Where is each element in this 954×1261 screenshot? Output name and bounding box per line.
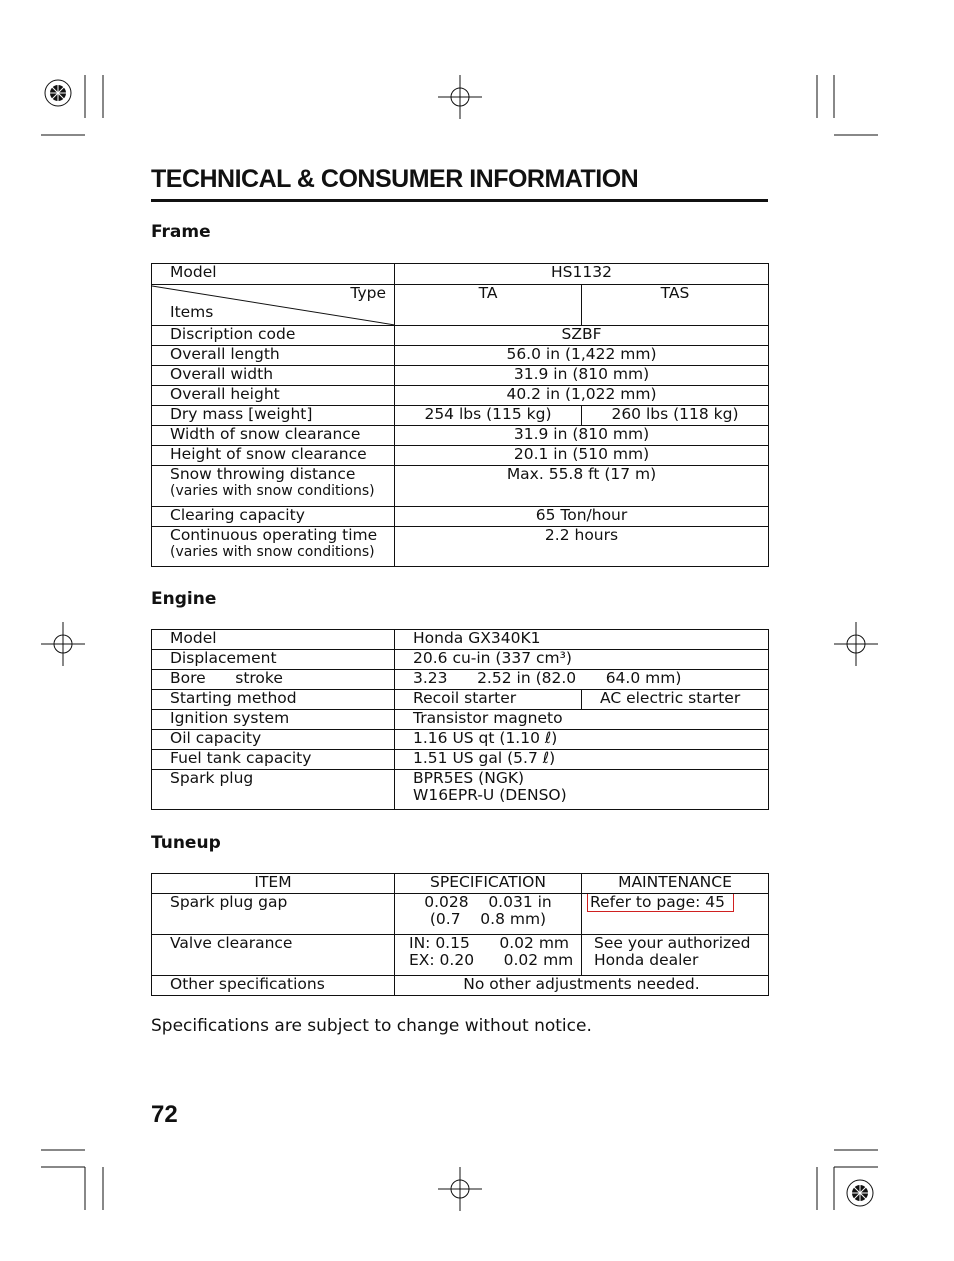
row-value: Honda GX340K1: [395, 630, 769, 650]
table-row: [152, 466, 769, 507]
row-value-tas: AC electric starter: [582, 690, 769, 710]
frame-heading: Frame: [151, 222, 211, 242]
type-items-cell: [152, 285, 395, 326]
table-row: [152, 750, 769, 770]
row-label: Width of snow clearance: [152, 426, 395, 446]
frame-model-label: Model: [152, 264, 395, 285]
row-spec: [395, 935, 582, 976]
row-value: Transistor magneto: [395, 710, 769, 730]
row-value-tas: 260 lbs (118 kg): [582, 406, 769, 426]
row-label: Overall length: [152, 346, 395, 366]
row-label: [152, 466, 395, 507]
row-label: Oil capacity: [152, 730, 395, 750]
items-label: Items: [170, 303, 214, 321]
row-spec: [395, 894, 582, 935]
row-label: Displacement: [152, 650, 395, 670]
row-label: Height of snow clearance: [152, 446, 395, 466]
tuneup-heading: Tuneup: [151, 833, 221, 853]
row-label: Bore stroke: [152, 670, 395, 690]
row-label: Dry mass [weight]: [152, 406, 395, 426]
table-row: [152, 935, 769, 976]
row-item: Spark plug gap: [152, 894, 395, 935]
table-row: [152, 730, 769, 750]
row-item: Other specifications: [152, 976, 395, 996]
table-row: [152, 264, 769, 285]
tuneup-table: [151, 873, 769, 996]
row-label: Model: [152, 630, 395, 650]
row-value: 40.2 in (1,022 mm): [395, 386, 769, 406]
row-label-text: Continuous operating time: [170, 526, 378, 544]
row-spec-line2: (0.7 0.8 mm): [429, 910, 547, 928]
row-spec-line1: IN: 0.15 0.02 mm: [409, 934, 570, 952]
row-value: 31.9 in (810 mm): [395, 426, 769, 446]
row-value: 20.6 cu-in (337 cm³): [395, 650, 769, 670]
row-value: [395, 770, 769, 810]
table-row: [152, 527, 769, 567]
table-row: [152, 326, 769, 346]
engine-table: [151, 629, 769, 810]
row-value-line2: W16EPR-U (DENSO): [413, 786, 567, 804]
row-label-text: Snow throwing distance: [170, 465, 356, 483]
table-row: [152, 630, 769, 650]
row-item: Valve clearance: [152, 935, 395, 976]
row-label: [152, 527, 395, 567]
table-row: [152, 976, 769, 996]
frame-model-value: HS1132: [395, 264, 769, 285]
page-reference-link[interactable]: Refer to page: 45: [588, 894, 733, 912]
row-spec-line2: EX: 0.20 0.02 mm: [409, 951, 574, 969]
page-title: TECHNICAL & CONSUMER INFORMATION: [151, 165, 639, 193]
row-note: (varies with snow conditions): [170, 483, 375, 499]
row-label: Ignition system: [152, 710, 395, 730]
row-spec: No other adjustments needed.: [395, 976, 769, 996]
row-spec-line1: 0.028 0.031 in: [424, 893, 552, 911]
row-value: 20.1 in (510 mm): [395, 446, 769, 466]
page-number: 72: [151, 1101, 178, 1128]
type-ta: TA: [395, 285, 582, 326]
row-maint-line2: Honda dealer: [594, 951, 699, 969]
type-tas: TAS: [582, 285, 769, 326]
table-row: [152, 770, 769, 810]
row-value-ta: 254 lbs (115 kg): [395, 406, 582, 426]
table-row: [152, 670, 769, 690]
table-row: [152, 894, 769, 935]
row-label: Discription code: [152, 326, 395, 346]
column-header-item: ITEM: [152, 874, 395, 894]
row-value: 2.2 hours: [395, 527, 769, 567]
column-header-spec: SPECIFICATION: [395, 874, 582, 894]
row-value: 65 Ton/hour: [395, 507, 769, 527]
row-value: 3.23 2.52 in (82.0 64.0 mm): [395, 670, 769, 690]
table-row: [152, 426, 769, 446]
row-label: Clearing capacity: [152, 507, 395, 527]
row-value: 1.16 US qt (1.10 ℓ): [395, 730, 769, 750]
specifications-note: Specifications are subject to change without notice.: [151, 1016, 592, 1036]
table-row: [152, 406, 769, 426]
row-label: Fuel tank capacity: [152, 750, 395, 770]
row-value: Max. 55.8 ft (17 m): [395, 466, 769, 507]
row-maint-line1: See your authorized: [594, 934, 751, 952]
table-row: [152, 386, 769, 406]
type-label: Type: [350, 284, 386, 302]
row-label: Overall width: [152, 366, 395, 386]
engine-heading: Engine: [151, 589, 217, 609]
table-row: [152, 446, 769, 466]
table-row: [152, 710, 769, 730]
title-rule: [151, 199, 768, 202]
row-label: Overall height: [152, 386, 395, 406]
row-maintenance: [582, 935, 769, 976]
frame-table: [151, 263, 769, 567]
table-row: [152, 874, 769, 894]
row-value: 31.9 in (810 mm): [395, 366, 769, 386]
table-row: [152, 346, 769, 366]
row-maintenance: [582, 894, 769, 935]
row-value: 56.0 in (1,422 mm): [395, 346, 769, 366]
table-row: [152, 366, 769, 386]
row-value: 1.51 US gal (5.7 ℓ): [395, 750, 769, 770]
row-note: (varies with snow conditions): [170, 544, 375, 560]
table-row: [152, 650, 769, 670]
table-row: [152, 690, 769, 710]
table-row: [152, 507, 769, 527]
row-value-ta: Recoil starter: [395, 690, 582, 710]
row-label: Spark plug: [152, 770, 395, 810]
row-value-line1: BPR5ES (NGK): [413, 769, 525, 787]
table-row: [152, 285, 769, 326]
row-label: Starting method: [152, 690, 395, 710]
row-value: SZBF: [395, 326, 769, 346]
column-header-maintenance: MAINTENANCE: [582, 874, 769, 894]
